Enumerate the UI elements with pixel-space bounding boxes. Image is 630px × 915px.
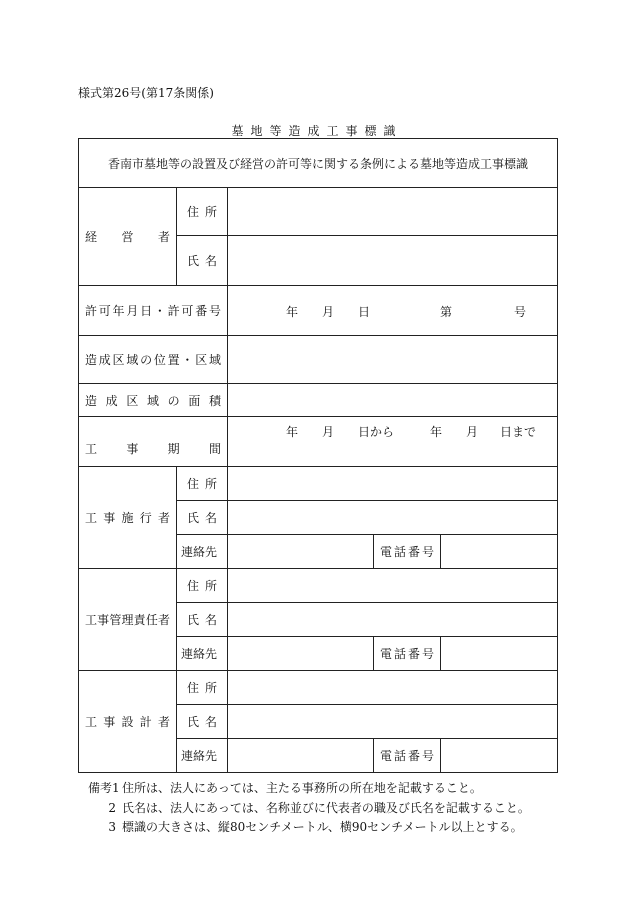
period-until: 日まで [500,425,537,439]
note-item [88,799,530,819]
designer-address-label: 住所 [177,671,228,705]
contractor-name-label: 氏名 [177,501,228,535]
contractor-contact-field[interactable] [228,535,374,569]
contractor-phone-label: 電話番号 [374,535,441,569]
period-label-cell [79,417,228,467]
designer-address-field[interactable] [228,671,558,705]
permit-label-cell [79,286,228,336]
location-label-cell [79,336,228,384]
contractor-address-field[interactable] [228,467,558,501]
period-month2: 月 [466,425,479,439]
area-label-cell [79,384,228,417]
manager-name-field[interactable] [228,603,558,637]
designer-label-cell [79,671,177,773]
contractor-contact-label: 連絡先 [177,535,228,569]
designer-name-label: 氏名 [177,705,228,739]
manager-name-label: 氏名 [177,603,228,637]
note-item [88,818,530,838]
area-field[interactable] [228,384,558,417]
operator-address-field[interactable] [228,188,558,236]
designer-name-field[interactable] [228,705,558,739]
designer-contact-label: 連絡先 [177,739,228,773]
contractor-label: 工事施行者 [85,511,170,525]
period-year: 年 [286,425,299,439]
manager-label: 工事管理責任者 [85,613,170,627]
manager-address-label: 住所 [177,569,228,603]
notes [88,779,530,838]
area-label: 造成区域の面積 [85,393,221,408]
designer-phone-field[interactable] [441,739,558,773]
permit-day: 日 [358,304,371,319]
note-index: 3 [108,820,116,834]
period-month: 月 [322,425,335,439]
permit-label: 許可年月日・許可番号 [85,304,221,318]
operator-label-cell [79,188,177,286]
manager-contact-label: 連絡先 [177,637,228,671]
designer-phone-label: 電話番号 [374,739,441,773]
contractor-address-label: 住所 [177,467,228,501]
designer-contact-field[interactable] [228,739,374,773]
manager-label-cell [79,569,177,671]
contractor-label-cell [79,467,177,569]
contractor-name-field[interactable] [228,501,558,535]
location-label: 造成区域の位置・区域 [85,353,221,367]
form-number: 様式第26号(第17条関係) [78,86,214,100]
period-label: 工事期間 [85,442,221,456]
note-index: 2 [108,800,116,815]
permit-field[interactable] [228,286,558,336]
period-year2: 年 [430,425,443,439]
operator-name-field[interactable] [228,236,558,286]
designer-label: 工事設計者 [85,715,170,729]
note-index: 備考1 [88,781,120,795]
permit-go: 号 [514,304,527,319]
permit-dai: 第 [440,304,453,319]
operator-label: 経営者 [85,230,170,244]
note-text: 標識の大きさは、縦80センチメートル、横90センチメートル以上とする。 [122,820,523,834]
note-text: 住所は、法人にあっては、主たる事務所の所在地を記載すること。 [122,781,482,795]
permit-year: 年 [286,304,299,319]
manager-phone-label: 電話番号 [374,637,441,671]
operator-address-label: 住所 [177,188,228,236]
sign-form-table [78,138,558,773]
note-text: 氏名は、法人にあっては、名称並びに代表者の職及び氏名を記載すること。 [122,800,530,815]
permit-month: 月 [322,304,335,319]
manager-phone-field[interactable] [441,637,558,671]
contractor-phone-field[interactable] [441,535,558,569]
period-field[interactable] [228,417,558,467]
period-from: 日から [358,425,395,439]
manager-address-field[interactable] [228,569,558,603]
form-header: 香南市墓地等の設置及び経営の許可等に関する条例による墓地等造成工事標識 [79,139,558,188]
note-item [88,779,530,799]
location-field[interactable] [228,336,558,384]
form-title: 墓地等造成工事標識 [231,124,403,138]
manager-contact-field[interactable] [228,637,374,671]
operator-name-label: 氏名 [177,236,228,286]
